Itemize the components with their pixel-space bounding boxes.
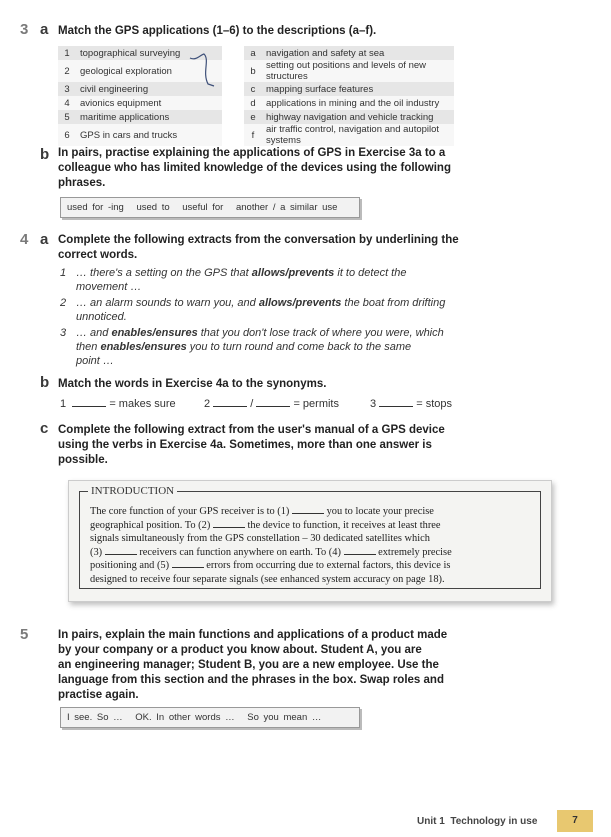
phrase-item: OK. In other words … [135,712,235,723]
exercise-5-instruction-line-3: an engineering manager; Student B, you are a new employee. Use the [58,659,439,671]
exercise-4c-instruction-line-2: using the verbs in Exercise 4a. Sometimes, more than one answer is [58,439,432,451]
matching-table [58,46,454,146]
phrase-item: useful for [182,202,224,213]
manual-line: geographical position. To (2) the device to function, it receives at least three [90,519,441,531]
row-letter: d [244,96,262,110]
extract-1-line-2: movement … [76,281,142,293]
row-letter: c [244,82,262,96]
gps-application: avionics equipment [76,96,222,110]
table-row [58,110,454,124]
exercise-3b-instruction-line-3: phrases. [58,177,106,189]
exercise-4c-instruction-line-3: possible. [58,454,108,466]
description: air traffic control, navigation and autopilot systems [262,124,454,146]
row-letter: e [244,110,262,124]
synonym-1: 1 = makes sure [60,398,176,410]
manual-extract-card [68,480,552,602]
row-letter: f [244,124,262,146]
table-row [58,46,454,60]
description: applications in mining and the oil industry [262,96,454,110]
manual-extract-text [90,505,530,587]
phrase-box-5 [60,707,360,728]
phrase-item: another / a similar use [235,202,338,213]
exercise-3a-letter: a [40,21,49,38]
exercise-3b-instruction-line-2: colleague who has limited knowledge of the devices using the following [58,162,451,174]
extract-3-line-1: … and enables/ensures that you don't lose track of where you were, which [76,327,444,339]
handwritten-match-line [188,52,228,90]
exercise-4a-letter: a [40,231,49,248]
exercise-3b-letter: b [40,146,50,163]
exercise-4c-instruction-line-1: Complete the following extract from the user's manual of a GPS device [58,424,445,436]
gps-application: maritime applications [76,110,222,124]
extract-2-line-2: unnoticed. [76,311,127,323]
description: highway navigation and vehicle tracking [262,110,454,124]
manual-line: designed to receive four separate signals (see enhanced system accuracy on page 18). [90,573,445,585]
phrase-item: used for -ing [67,202,124,213]
footer-unit-label: Unit 1 Technology in use [417,816,538,827]
table-row [58,124,454,146]
table-row [58,96,454,110]
extract-2-line-1: … an alarm sounds to warn you, and allows/prevents the boat from drifting [76,297,446,309]
exercise-4b-letter: b [40,374,50,391]
exercise-5-instruction-line-5: practise again. [58,689,139,701]
phrase-box-3b [60,197,360,218]
manual-line: positioning and (5) errors from occurring due to external factors, this device is [90,560,451,572]
exercise-4-number: 4 [20,231,29,248]
exercise-3a-instruction: Match the GPS applications (1–6) to the descriptions (a–f). [58,25,377,37]
row-number: 1 [58,46,76,60]
extract-1-number: 1 [60,267,67,279]
phrase-item: used to [136,202,170,213]
row-number: 3 [58,82,76,96]
exercise-4c-letter: c [40,420,49,437]
row-number: 4 [58,96,76,110]
exercise-3-number: 3 [20,21,29,38]
description: mapping surface features [262,82,454,96]
exercise-3b-instruction-line-1: In pairs, practise explaining the applications of GPS in Exercise 3a to a [58,147,446,159]
synonym-2: 2 / = permits [204,398,339,410]
description: navigation and safety at sea [262,46,454,60]
description: setting out positions and levels of new structures [262,60,454,82]
phrase-item: So you mean … [247,712,322,723]
table-row [58,60,454,82]
manual-extract-title: INTRODUCTION [88,485,177,497]
extract-2-number: 2 [60,297,67,309]
row-number: 2 [58,60,76,82]
manual-line: (3) receivers can function anywhere on earth. To (4) extremely precise [90,546,452,558]
page-number: 7 [557,810,593,832]
exercise-4a-instruction-line-2: correct words. [58,249,138,261]
manual-line: The core function of your GPS receiver is to (1) you to locate your precise [90,506,434,517]
exercise-4a-instruction-line-1: Complete the following extracts from the conversation by underlining the [58,234,459,246]
exercise-5-instruction-line-2: by your company or a product you know about. Student A, you are [58,644,422,656]
exercise-4b-instruction: Match the words in Exercise 4a to the synonyms. [58,378,327,390]
exercise-5-instruction-line-1: In pairs, explain the main functions and applications of a product made [58,629,448,641]
gps-application: GPS in cars and trucks [76,124,222,146]
extract-1-line-1: … there's a setting on the GPS that allows/prevents it to detect the [76,267,407,279]
extract-3-line-3: point … [76,355,114,367]
gps-application: geological exploration [76,60,222,82]
row-number: 6 [58,124,76,146]
extract-3-number: 3 [60,327,67,339]
extract-3-line-2: then enables/ensures you to turn round and come back to the same [76,341,412,353]
phrase-item: I see. So … [67,712,123,723]
gps-application: civil engineering [76,82,222,96]
manual-line: signals simultaneously from the GPS constellation – 30 dedicated satellites which [90,533,430,545]
row-letter: b [244,60,262,82]
row-letter: a [244,46,262,60]
exercise-5-number: 5 [20,626,29,643]
gps-application: topographical surveying [76,46,222,60]
exercise-5-instruction-line-4: language from this section and the phrases in the box. Swap roles and [58,674,444,686]
manual-extract-frame [79,485,541,589]
synonym-3: 3 = stops [370,398,453,410]
row-number: 5 [58,110,76,124]
table-row [58,82,454,96]
